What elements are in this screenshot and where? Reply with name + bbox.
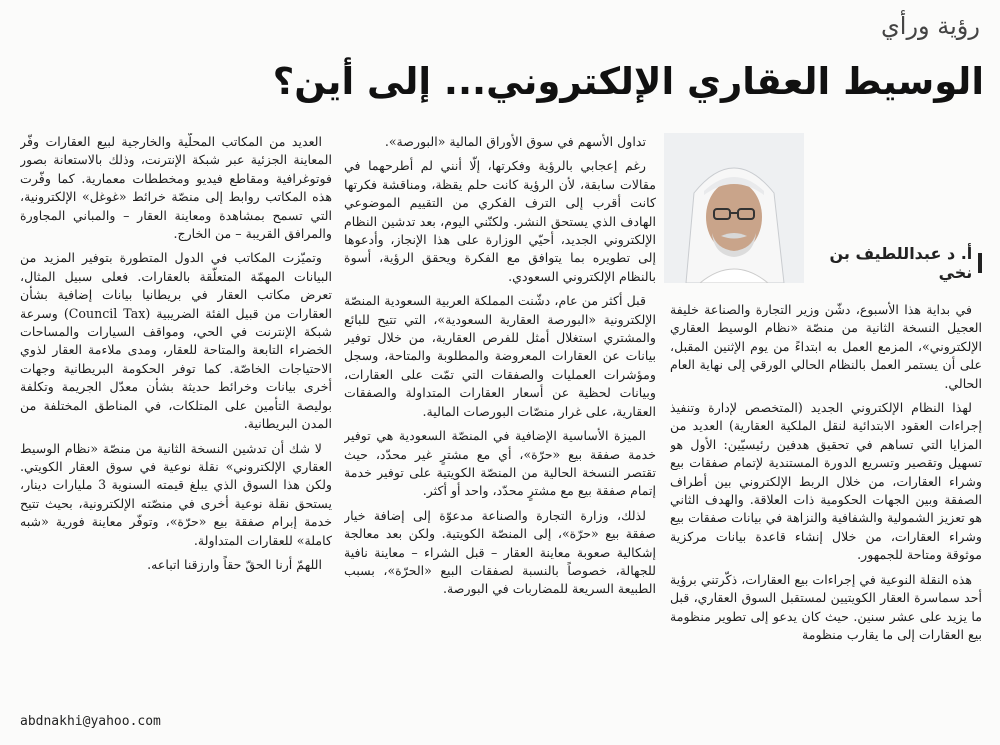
paragraph: العديد من المكاتب المحلّية والخارجية لبيع العقارات وفّر المعاينة الجزئية عبر شبكة الإنترنت، وذلك بالاستعانة بصور فوتوغرافية ومقاطع فيديو ومخططات معمارية. كما وفّرت هذه المكاتب روابط إلى منصّة خرائط «غوغل» الإلكترونية، التي تسمح بمشاهدة ومعاينة العقار – والمباني المجاورة والمرافق القريبة – من الخارج. <box>20 134 332 242</box>
article-column-middle <box>344 133 656 727</box>
paragraph: في بداية هذا الأسبوع، دشّن وزير التجارة والصناعة خليفة العجيل النسخة الثانية من منصّة «نظام الوسيط العقاري الإلكتروني»، المزمع العمل به ابتداءً من يوم الإثنين المقبل، على أن يستمر العمل بالنظام الحالي الورقي إلى نهاية العام الحالي. <box>670 302 982 391</box>
paragraph: وتميّزت المكاتب في الدول المتطورة بتوفير المزيد من البيانات المهمّة المتعلّقة بالعقارات. فعلى سبيل المثال، تعرض مكاتب العقار في بريطانيا بيانات إضافية بشأن العقارات من قبيل الفئة الضريبية (Council Tax) وسرعة شبكة الإنترنت في الحي، ومواقف السيارات والمساحات الخضراء التابعة والمتاحة للعقار، ومدى ملاءمة العقار لذوي الاحتياجات الخاصّة. كما توفر الحكومة البريطانية وجهات أخرى بيانات وخرائط حديثة بشأن معدّل الجريمة وتكلفة بوليصة التأمين على المتلكات، في المناطق المختلفة من المدن البريطانية. <box>20 250 332 432</box>
paragraph: هذه النقلة النوعية في إجراءات بيع العقارات، ذكّرتني برؤية أحد سماسرة العقار الكويتيين لمستقبل السوق العقاري، قبل ما يزيد على عشر سنين. حيث كان يدعو إلى تطوير منظومة بيع العقارات إلى ما يقارب منظومة <box>670 571 982 642</box>
paragraph: اللهمّ أرنا الحقّ حقاً وارزقنا اتباعه. <box>147 556 322 572</box>
article-column-left <box>20 133 332 727</box>
author-email[interactable]: abdnakhi@yahoo.com <box>20 714 161 729</box>
headline: الوسيط العقاري الإلكتروني... إلى أين؟ <box>272 60 984 103</box>
paragraph: لا شك أن تدشين النسخة الثانية من منصّة «نظام الوسيط العقاري الإلكتروني» نقلة نوعية في سوق العقار الكويتي. ولكن هذا السوق الذي يبلغ قيمته السنوية 3 مليارات دينار، يستحق نقلة نوعية أخرى في منصّته الإلكترونية، بحيث تتيح خدمة إبرام صفقة بيع «حرّة»، وتوفّر معاينة فورية «شبه كاملة» للعقارات المتداولة. <box>20 440 332 548</box>
paragraph: قبل أكثر من عام، دشّنت المملكة العربية السعودية المنصّة الإلكترونية «البورصة العقارية السعودية»، التي تتيح للبائع والمشتري استغلال أمثل للفرص العقارية، من خلال توفير بيانات عن العقارات المعروضة والمطلوبة والمتاحة، وسجل ومؤشرات العمليات والصفقات التي تمّت على العقارات، وبيانات لحظية عن أسعار العقارات المتداولة والصفقات العقارية، على غرار منصّات البورصات المالية. <box>344 293 656 419</box>
section-label: رؤية ورأي <box>881 12 980 40</box>
paragraph: الميزة الأساسية الإضافية في المنصّة السعودية هي توفير خدمة صفقة بيع «حرّة»، أي مع مشترٍ غير محدّد، حيث تقتصر النسخة الحالية من المنصّة الكويتية على توفير خدمة إتمام صفقة بيع مع مشترٍ محدّد، واحد أو أكثر. <box>344 428 656 499</box>
paragraph: رغم إعجابي بالرؤية وفكرتها، إلّا أنني لم أطرحهما في مقالات سابقة، لأن الرؤية كانت حلم يقظة، ومناقشة فكرتها كانت أقرب إلى الترف الفكري من التقييم الموضوعي الهادف الذي يستحق النشر. ولكنّني اليوم، بعد تدشين النظام الإلكتروني الجديد، أحيّي الوزارة على هذا الإنجاز، وأدعوها إلى تطويره بما يتوافق مع الفكرة ويحقق الرؤية، أسوة بالنظام الإلكتروني السعودي. <box>344 158 656 284</box>
author-name: أ. د عبداللطيف بن نخي <box>829 244 973 282</box>
paragraph: لهذا النظام الإلكتروني الجديد (المتخصص لإدارة وتنفيذ إجراءات العقود الابتدائية لنقل الملكية العقارية) العديد من المزايا التي تساهم في تحقيق هدفين رئيسيّين: الأول هو تسهيل وتقصير وتسريع الدورة المستندية لإتمام صفقات بيع وشراء العقارات، من خلال الربط الإلكتروني بين أطراف الصفقة وبين الجهات الحكومية ذات العلاقة. والهدف الثاني هو تعزيز الشمولية والشفافية والنزاهة في بيانات صفقات بيع وشراء العقارات، من خلال إنشاء قاعدة بيانات مركزية موثوقة ومتاحة للجمهور. <box>670 400 982 563</box>
paragraph: تداول الأسهم في سوق الأوراق المالية «البورصة». <box>384 134 646 149</box>
article-column-right <box>670 133 982 727</box>
paragraph: لذلك، وزارة التجارة والصناعة مدعوّة إلى إضافة خيار صفقة بيع «حرّة»، إلى المنصّة الكويتية. ولكن بعد معالجة إشكالية صعوبة معاينة العقار – قبل الشراء – معاينة نافية للجهالة، خصوصاً بالنسبة لصفقات البيع «الحرّة»، بسبب الطبيعة السريعة للمضاربات في البورصة. <box>344 507 656 597</box>
